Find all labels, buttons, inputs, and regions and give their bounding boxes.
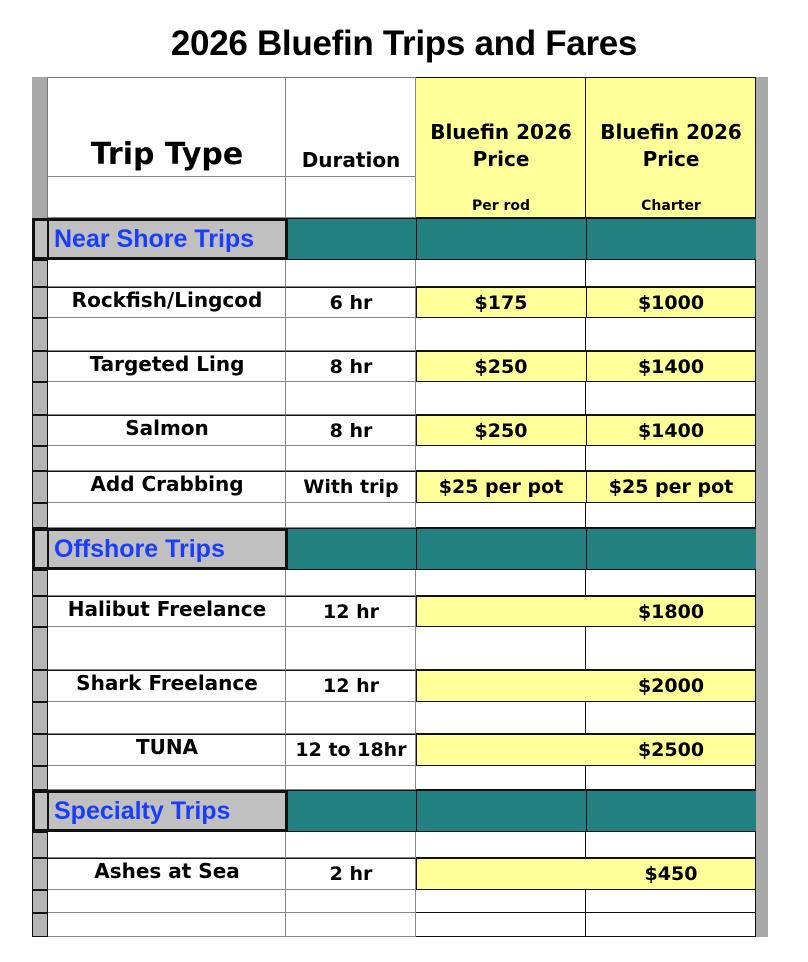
- trip-duration: 12 hr: [323, 600, 379, 623]
- blank-cell: [48, 627, 286, 670]
- blank-cell: [416, 446, 586, 471]
- blank-cell: [586, 446, 756, 471]
- trip-name: Targeted Ling: [89, 351, 245, 376]
- trip-name: Ashes at Sea: [94, 859, 240, 883]
- blank-cell: [586, 702, 756, 734]
- price-per-rod: $250: [474, 355, 528, 378]
- row-gutter-marker: [32, 858, 48, 890]
- row-gutter-marker: [32, 913, 48, 937]
- blank-cell: [416, 890, 586, 913]
- trip-duration: 6 hr: [329, 291, 373, 314]
- section-band: [286, 528, 756, 570]
- page-title: 2026 Bluefin Trips and Fares: [170, 24, 638, 63]
- blank-cell: [416, 260, 586, 287]
- section-band-divider: [416, 218, 417, 260]
- section-box-divider: [47, 530, 49, 568]
- row-gutter-marker: [32, 832, 48, 858]
- blank-cell: [286, 832, 416, 858]
- price-charter: $1800: [637, 600, 705, 623]
- blank-cell: [286, 503, 416, 528]
- section-title: Offshore Trips: [54, 534, 225, 563]
- row-gutter-marker: [32, 596, 48, 627]
- price-per-rod: $25 per pot: [438, 476, 564, 498]
- header-trip-type: Trip Type: [90, 136, 244, 172]
- blank-cell: [586, 570, 756, 596]
- header-charter-subtitle: Charter: [641, 198, 701, 214]
- blank-cell: [286, 260, 416, 287]
- row-gutter-marker: [32, 702, 48, 734]
- price-charter: $1400: [637, 355, 705, 378]
- section-title: Near Shore Trips: [54, 224, 255, 253]
- row-gutter-marker: [32, 287, 48, 318]
- section-band-divider: [586, 528, 587, 570]
- price-charter: $1000: [637, 291, 705, 314]
- section-band: [286, 790, 756, 832]
- trip-duration: 12 to 18hr: [295, 739, 407, 761]
- section-band-divider: [586, 790, 587, 832]
- right-gutter: [756, 77, 768, 937]
- blank-cell: [48, 913, 286, 937]
- row-gutter-marker: [32, 734, 48, 766]
- blank-cell: [48, 318, 286, 351]
- blank-cell: [286, 913, 416, 937]
- trip-name: TUNA: [135, 735, 199, 759]
- blank-cell: [416, 503, 586, 528]
- blank-cell: [48, 890, 286, 913]
- blank-cell: [416, 832, 586, 858]
- section-band-divider: [416, 528, 417, 570]
- blank-cell: [48, 702, 286, 734]
- price-per-rod: $250: [474, 419, 528, 442]
- blank-cell: [416, 382, 586, 415]
- blank-cell: [586, 318, 756, 351]
- blank-cell: [586, 832, 756, 858]
- blank-cell: [286, 627, 416, 670]
- trip-duration: With trip: [303, 476, 399, 498]
- blank-cell: [286, 382, 416, 415]
- header-charter-title: Bluefin 2026 Price: [600, 120, 742, 171]
- trip-name: Halibut Freelance: [67, 596, 267, 621]
- trip-duration: 8 hr: [329, 355, 373, 378]
- row-gutter-marker: [32, 446, 48, 471]
- price-charter: $2500: [637, 739, 705, 761]
- row-gutter-marker: [32, 570, 48, 596]
- trip-duration: 12 hr: [323, 675, 379, 697]
- trip-name: Salmon: [125, 415, 209, 440]
- blank-cell: [586, 766, 756, 790]
- row-gutter-marker: [32, 260, 48, 287]
- row-gutter-marker: [32, 766, 48, 790]
- row-gutter-marker: [32, 415, 48, 446]
- row-gutter-marker: [32, 318, 48, 351]
- trip-name: Shark Freelance: [76, 671, 258, 695]
- blank-cell: [286, 702, 416, 734]
- price-charter: $1400: [637, 419, 705, 442]
- blank-cell: [416, 570, 586, 596]
- section-band-divider: [416, 790, 417, 832]
- trip-duration: 2 hr: [329, 863, 373, 885]
- blank-cell: [416, 318, 586, 351]
- blank-cell: [286, 890, 416, 913]
- section-band-divider: [586, 218, 587, 260]
- table-bottom-border: [48, 936, 416, 937]
- blank-cell: [586, 382, 756, 415]
- row-gutter-marker: [32, 890, 48, 913]
- blank-cell: [286, 766, 416, 790]
- row-gutter-marker: [32, 382, 48, 415]
- blank-cell: [48, 766, 286, 790]
- blank-cell: [586, 627, 756, 670]
- section-title: Specialty Trips: [54, 796, 231, 825]
- blank-cell: [586, 260, 756, 287]
- section-box-divider: [47, 220, 49, 258]
- blank-cell: [48, 260, 286, 287]
- blank-cell: [286, 570, 416, 596]
- price-charter: $450: [644, 863, 698, 885]
- blank-cell: [416, 627, 586, 670]
- header-duration: Duration: [301, 148, 401, 172]
- row-gutter-marker: [32, 503, 48, 528]
- header-per-rod-subtitle: Per rod: [471, 198, 531, 214]
- blank-cell: [586, 890, 756, 913]
- section-box-divider: [47, 792, 49, 830]
- blank-cell: [416, 913, 586, 937]
- price-per-rod: $175: [474, 291, 528, 314]
- blank-cell: [48, 382, 286, 415]
- blank-cell: [586, 503, 756, 528]
- blank-cell: [586, 913, 756, 937]
- row-gutter-marker: [32, 670, 48, 702]
- price-charter: $25 per pot: [608, 476, 734, 498]
- blank-cell: [286, 318, 416, 351]
- blank-cell: [48, 503, 286, 528]
- trip-name: Rockfish/Lingcod: [71, 287, 263, 312]
- row-gutter-marker: [32, 351, 48, 382]
- blank-cell: [416, 766, 586, 790]
- row-gutter-marker: [32, 471, 48, 503]
- section-band: [286, 218, 756, 260]
- trip-duration: 8 hr: [329, 419, 373, 442]
- trip-name: Add Crabbing: [90, 472, 244, 496]
- blank-cell: [416, 702, 586, 734]
- header-per-rod-title: Bluefin 2026 Price: [430, 120, 572, 171]
- row-gutter-marker: [32, 627, 48, 670]
- blank-cell: [286, 446, 416, 471]
- price-charter: $2000: [637, 675, 705, 697]
